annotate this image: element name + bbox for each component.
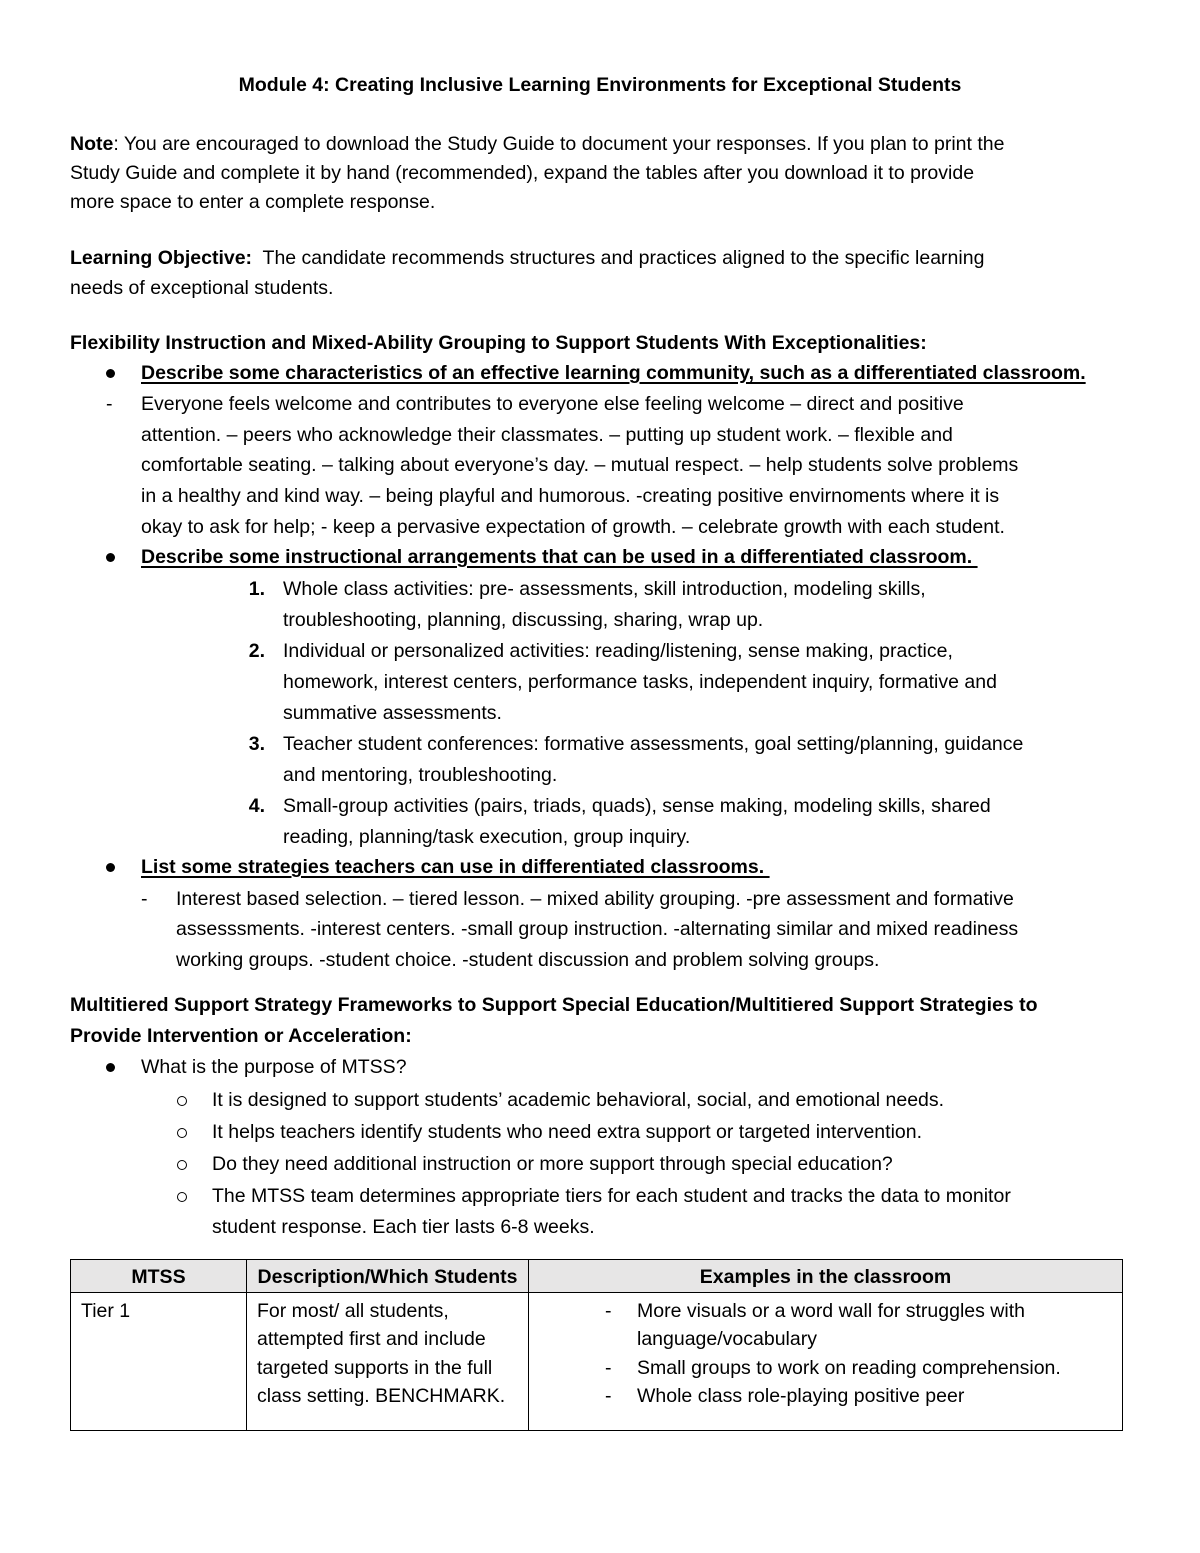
arrangement-line: reading, planning/task execution, group inquiry. — [283, 826, 691, 848]
objective-line-1: Learning Objective: The candidate recommends structures and practices aligned to the specific learning — [70, 247, 985, 269]
bullet-icon — [106, 1063, 115, 1072]
arrangement-line: Small-group activities (pairs, triads, quads), sense making, modeling skills, shared — [283, 795, 991, 817]
arrangement-number: 2. — [248, 640, 265, 662]
dash-icon: - — [141, 888, 148, 910]
section1-heading: Flexibility Instruction and Mixed-Ability Grouping to Support Students With Exceptionalities: — [70, 332, 927, 354]
mtss-answer: It helps teachers identify students who need extra support or targeted intervention. — [212, 1121, 923, 1143]
header-description: Description/Which Students — [247, 1260, 529, 1293]
note-label: Note — [70, 133, 114, 155]
examples-cell — [529, 1292, 1123, 1430]
arrangement-line: Teacher student conferences: formative assessments, goal setting/planning, guidance — [283, 733, 1024, 755]
note-line-3: more space to enter a complete response. — [70, 191, 436, 213]
mtss-answer: Do they need additional instruction or more support through special education? — [212, 1153, 893, 1175]
bullet-icon — [106, 863, 115, 872]
page-title: Module 4: Creating Inclusive Learning Environments for Exceptional Students — [238, 74, 962, 96]
objective-line-2: needs of exceptional students. — [70, 277, 334, 299]
tier-cell: Tier 1 — [71, 1292, 247, 1430]
circle-bullet-icon — [177, 1096, 187, 1106]
description-cell: For most/ all students, attempted first and include targeted supports in the full class setting. BENCHMARK. — [247, 1292, 529, 1430]
arrangement-number: 1. — [248, 578, 265, 600]
answer-1-line: Everyone feels welcome and contributes to everyone else feeling welcome – direct and positive — [141, 393, 964, 415]
header-examples: Examples in the classroom — [529, 1260, 1123, 1293]
arrangement-number: 4. — [248, 795, 265, 817]
arrangement-line: Individual or personalized activities: reading/listening, sense making, practice, — [283, 640, 953, 662]
answer-1-line: comfortable seating. – talking about everyone’s day. – mutual respect. – help students solve problems — [141, 454, 1019, 476]
note-line-1: Note: You are encouraged to download the Study Guide to document your responses. If you plan to print the — [70, 133, 1005, 155]
bullet-icon — [106, 553, 115, 562]
mtss-question: What is the purpose of MTSS? — [141, 1056, 407, 1078]
arrangement-line: homework, interest centers, performance tasks, independent inquiry, formative and — [283, 671, 997, 693]
example-item: - Whole class role-playing positive peer — [529, 1382, 1112, 1411]
example-item: - More visuals or a word wall for struggles with language/vocabulary — [529, 1297, 1112, 1354]
mtss-answer: student response. Each tier lasts 6-8 weeks. — [212, 1216, 595, 1238]
arrangement-number: 3. — [248, 733, 265, 755]
examples-list — [529, 1297, 1112, 1411]
arrangement-line: and mentoring, troubleshooting. — [283, 764, 558, 786]
answer-3-line: working groups. -student choice. -student discussion and problem solving groups. — [176, 949, 880, 971]
answer-1-line: in a healthy and kind way. – being playful and humorous. -creating positive envirnoments where it is — [141, 485, 1000, 507]
arrangement-line: troubleshooting, planning, discussing, sharing, wrap up. — [283, 609, 764, 631]
example-item: - Small groups to work on reading comprehension. — [529, 1354, 1112, 1383]
question-3: List some strategies teachers can use in differentiated classrooms. — [141, 856, 770, 878]
table-row — [71, 1292, 1123, 1430]
arrangement-line: summative assessments. — [283, 702, 502, 724]
arrangement-line: Whole class activities: pre- assessments, skill introduction, modeling skills, — [283, 578, 926, 600]
table-header-row — [71, 1260, 1123, 1293]
answer-1-line: attention. – peers who acknowledge their classmates. – putting up student work. – flexible and — [141, 424, 953, 446]
question-2: Describe some instructional arrangements that can be used in a differentiated classroom. — [141, 546, 978, 568]
objective-label: Learning Objective: — [70, 247, 253, 269]
mtss-answer: It is designed to support students’ academic behavioral, social, and emotional needs. — [212, 1089, 945, 1111]
circle-bullet-icon — [177, 1128, 187, 1138]
circle-bullet-icon — [177, 1192, 187, 1202]
answer-1-line: okay to ask for help; - keep a pervasive expectation of growth. – celebrate growth with each student. — [141, 516, 1005, 538]
mtss-answer: The MTSS team determines appropriate tiers for each student and tracks the data to monitor — [212, 1185, 1011, 1207]
note-line-2: Study Guide and complete it by hand (recommended), expand the tables after you download it to provide — [70, 162, 975, 184]
mtss-table — [70, 1259, 1123, 1431]
circle-bullet-icon — [177, 1160, 187, 1170]
answer-3-line: Interest based selection. – tiered lesson. – mixed ability grouping. -pre assessment and formative — [176, 888, 1014, 910]
question-1: Describe some characteristics of an effective learning community, such as a differentiated classroom. — [141, 362, 1086, 384]
bullet-icon — [106, 369, 115, 378]
dash-icon: - — [106, 393, 113, 415]
header-mtss: MTSS — [71, 1260, 247, 1293]
section2-heading-line: Multitiered Support Strategy Frameworks to Support Special Education/Multitiered Support Strategies to — [70, 994, 1038, 1016]
answer-3-line: assesssments. -interest centers. -small group instruction. -alternating similar and mixed readiness — [176, 918, 1019, 940]
section2-heading-line: Provide Intervention or Acceleration: — [70, 1025, 412, 1047]
